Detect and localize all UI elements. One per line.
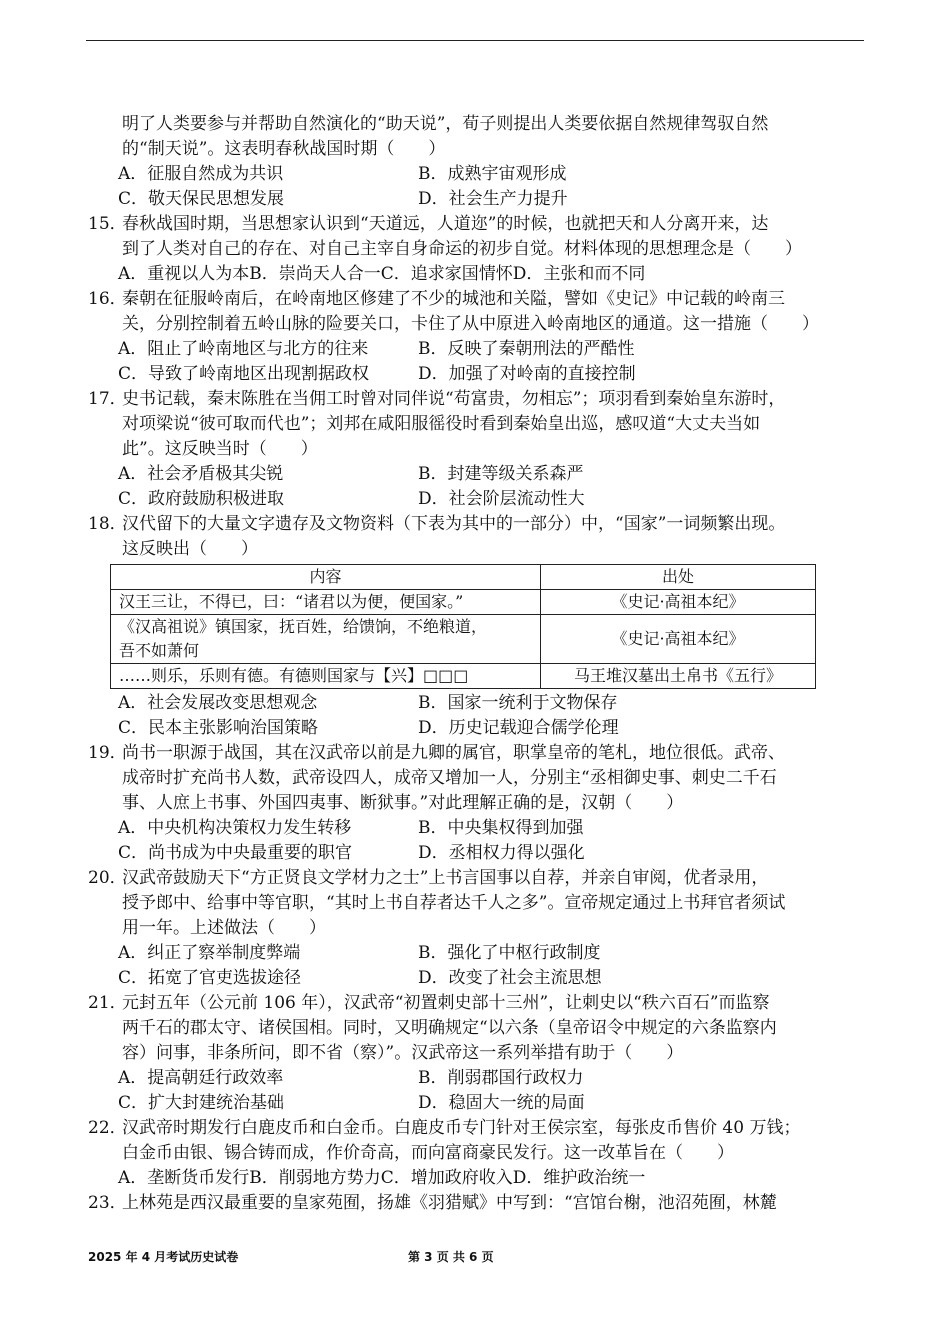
options-row (88, 966, 864, 991)
option-a: A．征服自然成为共识 (118, 164, 284, 184)
table-cell-content (111, 664, 541, 689)
option-a: A．纠正了察举制度弊端 (118, 943, 301, 963)
question-text: 元封五年（公元前 106 年），汉武帝“初置刺史部十三州”，让刺史以“秩六百石”而监察 (122, 993, 770, 1013)
options-row (88, 362, 864, 387)
question-text-line: 对项梁说“彼可取而代也”；刘邦在咸阳服徭役时看到秦始皇出巡，感叹道“大丈夫当如 (122, 414, 761, 434)
table-header-source: 出处 (541, 565, 816, 590)
question-number: 17． (88, 389, 127, 409)
option-d: D．历史记载迎合儒学伦理 (418, 718, 619, 738)
question-text-line: 两千石的郡太守、诸侯国相。同时，又明确规定“以六条（皇帝诏令中规定的六条监察内 (122, 1018, 777, 1038)
question-text-line: 授予郎中、给事中等官职，“其时上书自荐者达千人之多”。宣帝规定通过上书拜官者须试 (122, 893, 786, 913)
question-21 (88, 991, 864, 1116)
question-text: 秦朝在征服岭南后，在岭南地区修建了不少的城池和关隘，譬如《史记》中记载的岭南三 (122, 289, 785, 309)
option-c: C．敬天保民思想发展 (118, 189, 285, 209)
option-b: B．反映了秦朝刑法的严酷性 (418, 339, 635, 359)
question-text-line: 明了人类要参与并帮助自然演化的“助天说”，荀子则提出人类要依据自然规律驾驭自然 (122, 114, 769, 134)
option-d: D．维护政治统一 (512, 1168, 646, 1188)
question-text-line: 到了人类对自己的存在、对自己主宰自身命运的初步自觉。材料体现的思想理念是（ ） (122, 239, 802, 259)
question-number: 23． (88, 1193, 127, 1213)
option-a: A．社会矛盾极其尖锐 (118, 464, 284, 484)
option-d: D．加强了对岭南的直接控制 (418, 364, 636, 384)
option-c: C．增加政府收入 (380, 1168, 513, 1188)
option-b: B．封建等级关系森严 (418, 464, 584, 484)
question-number: 18． (88, 514, 127, 534)
page-number: 第 3 页 共 6 页 (408, 1250, 494, 1264)
options-row (88, 841, 864, 866)
option-c: C．拓宽了官吏选拔途径 (118, 968, 302, 988)
question-text-line (88, 866, 864, 891)
options-row (88, 1066, 864, 1091)
question-16 (88, 287, 864, 387)
option-d: D．社会生产力提升 (418, 189, 568, 209)
question-14 (88, 112, 864, 212)
question-text-line (88, 1116, 864, 1141)
option-b: B．中央集权得到加强 (418, 818, 584, 838)
option-b: B．强化了中枢行政制度 (418, 943, 601, 963)
question-text: 汉武帝鼓励天下“方正贤良文学材力之士”上书言国事以自荐，并亲自审阅，优者录用， (122, 868, 769, 888)
option-a: A．阻止了岭南地区与北方的往来 (118, 339, 369, 359)
question-text-line (88, 287, 864, 312)
exam-page-content (88, 112, 864, 1216)
option-c: C．扩大封建统治基础 (118, 1093, 285, 1113)
option-b: B．国家一统利于文物保存 (418, 693, 618, 713)
question-number: 19． (88, 743, 127, 763)
options-row (88, 1166, 864, 1191)
option-c: C．追求家国情怀 (380, 264, 513, 284)
question-text: 汉代留下的大量文字遗存及文物资料（下表为其中的一部分）中，“国家”一词频繁出现。 (122, 514, 786, 534)
cell-text: ……则乐，乐则有德。有德则国家与【兴】□□□ (119, 666, 469, 685)
question-19 (88, 741, 864, 866)
source-table (110, 564, 816, 689)
option-d: D．社会阶层流动性大 (418, 489, 585, 509)
question-text-line (88, 512, 864, 537)
option-b: B．削弱郡国行政权力 (418, 1068, 584, 1088)
question-17 (88, 387, 864, 512)
options-row (88, 462, 864, 487)
question-text-line: 的“制天说”。这表明春秋战国时期（ ） (122, 139, 446, 159)
option-d: D．主张和而不同 (512, 264, 646, 284)
options-row (88, 691, 864, 716)
question-number: 20． (88, 868, 127, 888)
question-number: 22． (88, 1118, 127, 1138)
question-23 (88, 1191, 864, 1216)
options-row (88, 337, 864, 362)
table-cell-content (111, 615, 541, 664)
option-d: D．丞相权力得以强化 (418, 843, 585, 863)
option-a: A．垄断货币发行 (118, 1168, 250, 1188)
question-text: 尚书一职源于战国，其在汉武帝以前是九卿的属官，职掌皇帝的笔札，地位很低。武帝、 (122, 743, 785, 763)
header-rule (86, 40, 864, 41)
option-a: A．中央机构决策权力发生转移 (118, 818, 352, 838)
table-header-content: 内容 (111, 565, 541, 590)
options-row (88, 262, 864, 287)
options-row (88, 187, 864, 212)
option-d: D．改变了社会主流思想 (418, 968, 602, 988)
table-cell-source: 马王堆汉墓出土帛书《五行》 (541, 664, 816, 689)
question-number: 21． (88, 993, 127, 1013)
table-cell-source: 《史记·高祖本纪》 (541, 590, 816, 615)
question-text-line: 事、人庶上书事、外国四夷事、断狱事。”对此理解正确的是，汉朝（ ） (122, 793, 684, 813)
question-text-line (88, 387, 864, 412)
question-number: 16． (88, 289, 127, 309)
question-text-line: 容）问事，非条所问，即不省（察）”。汉武帝这一系列举措有助于（ ） (122, 1043, 684, 1063)
question-text-line: 此”。这反映当时（ ） (122, 439, 318, 459)
options-row (88, 1091, 864, 1116)
question-text-line (88, 741, 864, 766)
question-text: 汉武帝时期发行白鹿皮币和白金币。白鹿皮币专门针对王侯宗室，每张皮币售价 40 万钱； (122, 1118, 801, 1138)
option-a: A．提高朝廷行政效率 (118, 1068, 284, 1088)
options-row (88, 816, 864, 841)
option-c: C．导致了岭南地区出现割据政权 (118, 364, 370, 384)
options-row (88, 716, 864, 741)
question-text: 上林苑是西汉最重要的皇家苑囿，扬雄《羽猎赋》中写到：“宫馆台榭，池沼苑囿，林麓 (122, 1193, 777, 1213)
question-15 (88, 212, 864, 287)
option-c: C．民本主张影响治国策略 (118, 718, 319, 738)
question-text: 史书记载，秦末陈胜在当佣工时曾对同伴说“苟富贵，勿相忘”；项羽看到秦始皇东游时， (122, 389, 786, 409)
option-a: A．社会发展改变思想观念 (118, 693, 318, 713)
question-text-line (88, 1191, 864, 1216)
cell-text: 吾不如萧何 (119, 641, 200, 660)
question-text-line: 白金币由银、锡合铸而成，作价奇高，而向富商豪民发行。这一改革旨在（ ） (122, 1143, 734, 1163)
question-text-line (88, 212, 864, 237)
options-row (88, 487, 864, 512)
table-cell-source: 《史记·高祖本纪》 (541, 615, 816, 664)
question-20 (88, 866, 864, 991)
cell-text: 汉王三让，不得已，曰：“诸君以为便，便国家。” (119, 592, 464, 611)
table-row (111, 590, 816, 615)
question-text: 春秋战国时期，当思想家认识到“天道远，人道迩”的时候，也就把天和人分离开来，达 (122, 214, 769, 234)
exam-title: 2025 年 4 月考试历史试卷 (88, 1250, 239, 1264)
options-row (88, 162, 864, 187)
question-text-line: 这反映出（ ） (122, 539, 258, 559)
question-text-line: 成帝时扩充尚书人数，武帝设四人，成帝又增加一人，分别主“丞相御史事、刺史二千石 (122, 768, 777, 788)
cell-text: 《汉高祖说》镇国家，抚百姓，给馈饷，不绝粮道， (119, 617, 488, 636)
option-c: C．尚书成为中央最重要的职官 (118, 843, 353, 863)
option-c: C．政府鼓励积极进取 (118, 489, 285, 509)
option-b: B．成熟宇宙观形成 (418, 164, 567, 184)
table-row (111, 664, 816, 689)
option-a: A．重视以人为本 (118, 264, 250, 284)
table-row (111, 615, 816, 664)
question-number: 15． (88, 214, 127, 234)
option-b: B．崇尚天人合一 (249, 264, 381, 284)
question-text-line: 用一年。上述做法（ ） (122, 918, 326, 938)
option-d: D．稳固大一统的局面 (418, 1093, 585, 1113)
question-22 (88, 1116, 864, 1191)
table-cell-content (111, 590, 541, 615)
question-text-line: 关，分别控制着五岭山脉的险要关口，卡住了从中原进入岭南地区的通道。这一措施（ ） (122, 314, 819, 334)
option-b: B．削弱地方势力 (249, 1168, 381, 1188)
question-18 (88, 512, 864, 741)
question-text-line (88, 991, 864, 1016)
table-header-row (111, 565, 816, 590)
options-row (88, 941, 864, 966)
